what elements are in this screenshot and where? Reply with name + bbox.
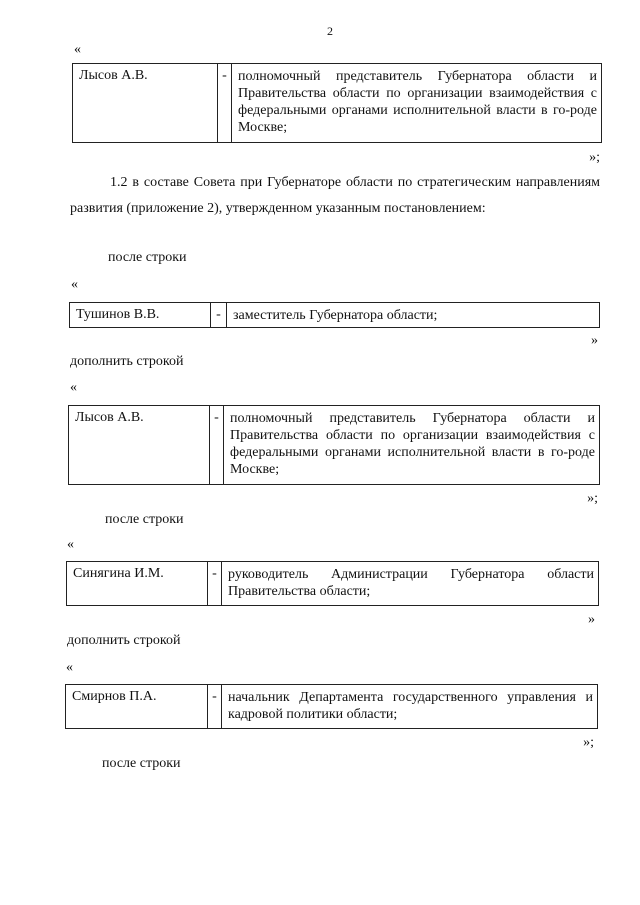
close-quote: » bbox=[588, 612, 595, 627]
appointment-table-4 bbox=[66, 561, 599, 606]
add-line-label: дополнить строкой bbox=[70, 354, 184, 369]
after-line-label: после строки bbox=[108, 250, 187, 265]
person-position: начальник Департамента государственного управления и кадровой политики области; bbox=[228, 690, 593, 722]
person-name: Лысов А.В. bbox=[73, 64, 218, 142]
after-line-label: после строки bbox=[102, 756, 181, 771]
dash-separator: - bbox=[208, 562, 222, 605]
person-name: Лысов А.В. bbox=[69, 406, 210, 484]
paragraph-1-2: 1.2 в составе Совета при Губернаторе области по стратегическим направлениям развития (приложение 2), утвержденном указанным постановлением: bbox=[70, 175, 600, 216]
open-quote: « bbox=[67, 537, 74, 552]
dash-separator: - bbox=[211, 303, 227, 327]
dash-separator: - bbox=[218, 64, 232, 142]
open-quote: « bbox=[70, 380, 77, 395]
dash-separator: - bbox=[210, 406, 224, 484]
after-line-label: после строки bbox=[105, 512, 184, 527]
person-position: полномочный представитель Губернатора области и Правительства области по организации взаимодействия с федеральными органами исполнительной власти в го-роде Москве; bbox=[230, 411, 595, 477]
close-quote: » bbox=[591, 333, 598, 348]
close-quote: »; bbox=[587, 491, 598, 506]
open-quote: « bbox=[66, 660, 73, 675]
person-position: полномочный представитель Губернатора области и Правительства области по организации взаимодействия с федеральными органами исполнительной власти в го-роде Москве; bbox=[238, 69, 597, 135]
person-name: Смирнов П.А. bbox=[66, 685, 208, 728]
open-quote: « bbox=[71, 277, 78, 292]
appointment-table-2 bbox=[69, 302, 600, 328]
appointment-table-1 bbox=[72, 63, 602, 143]
person-name: Тушинов В.В. bbox=[70, 303, 211, 327]
close-quote: »; bbox=[589, 150, 600, 165]
open-quote: « bbox=[74, 42, 81, 57]
person-position: руководитель Администрации Губернатора области Правительства области; bbox=[228, 567, 594, 599]
appointment-table-3 bbox=[68, 405, 600, 485]
add-line-label: дополнить строкой bbox=[67, 633, 181, 648]
close-quote: »; bbox=[583, 735, 594, 750]
dash-separator: - bbox=[208, 685, 222, 728]
page-number: 2 bbox=[327, 24, 333, 38]
appointment-table-5 bbox=[65, 684, 598, 729]
person-position: заместитель Губернатора области; bbox=[233, 308, 438, 323]
person-name: Синягина И.М. bbox=[67, 562, 208, 605]
